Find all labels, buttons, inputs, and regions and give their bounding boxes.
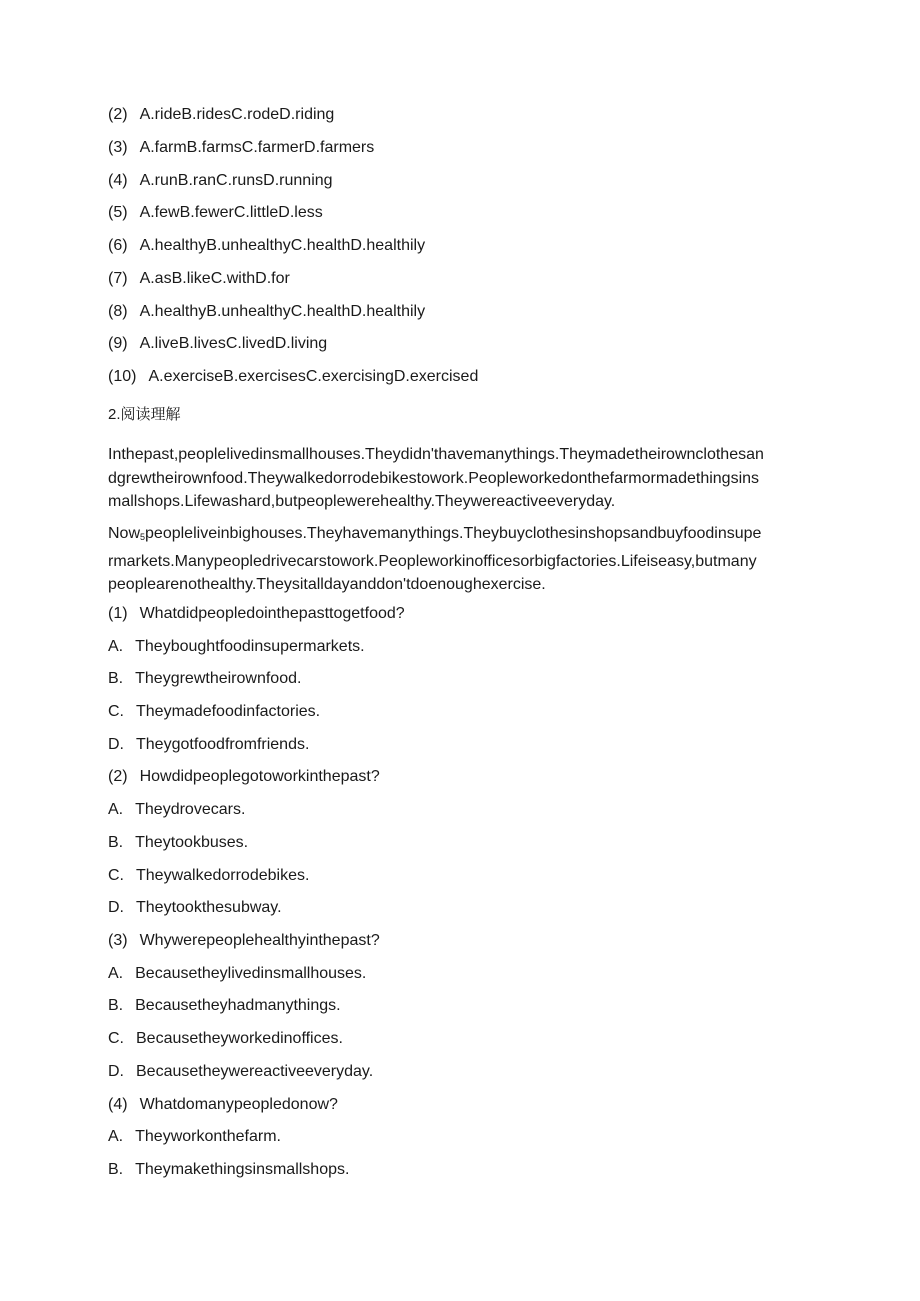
question-stem: (2) Howdidpeoplegotoworkinthepast?	[108, 768, 380, 785]
subscript-mark: 5	[140, 532, 146, 542]
passage-line: dgrewtheirownfood.Theywalkedorrodebikestowork.Peopleworkedonthefarmormadethingsins	[108, 469, 760, 487]
passage-line: peoplearenothealthy.Theysitalldayanddon'tdoenoughexercise.	[108, 576, 546, 593]
vocab-item: (5) A.fewB.fewerC.littleD.less	[108, 204, 323, 221]
answer-option: B. Theytookbuses.	[108, 834, 249, 851]
answer-option: A. Becausetheylivedinsmallhouses.	[108, 965, 367, 982]
vocab-item: (4) A.runB.ranC.runsD.running	[108, 172, 333, 189]
answer-option: C. Becausetheyworkedinoffices.	[108, 1030, 343, 1047]
answer-option: B. Becausetheyhadmanythings.	[108, 997, 341, 1014]
answer-option: A. Theydrovecars.	[108, 801, 246, 818]
question-stem: (3) Whywerepeoplehealthyinthepast?	[108, 932, 380, 949]
answer-option: D. Becausetheywereactiveeveryday.	[108, 1063, 374, 1080]
passage-line: rmarkets.Manypeopledrivecarstowork.Peopleworkinofficesorbigfactories.Lifeiseasy,butmany	[108, 552, 757, 570]
section-heading: 2.阅读理解	[108, 406, 181, 423]
answer-option: C. Theywalkedorrodebikes.	[108, 867, 310, 884]
answer-option: B. Theygrewtheirownfood.	[108, 670, 302, 687]
passage-line: mallshops.Lifewashard,butpeoplewerehealthy.Theywereactiveeveryday.	[108, 493, 616, 510]
question-stem: (1) Whatdidpeopledointhepasttogetfood?	[108, 605, 405, 622]
answer-option: A. Theyworkonthefarm.	[108, 1128, 281, 1145]
vocab-item: (7) A.asB.likeC.withD.for	[108, 270, 290, 287]
vocab-item: (3) A.farmB.farmsC.farmerD.farmers	[108, 139, 375, 156]
vocab-item: (6) A.healthyB.unhealthyC.healthD.healthily	[108, 237, 426, 254]
answer-option: D. Theytookthesubway.	[108, 899, 282, 916]
vocab-item: (9) A.liveB.livesC.livedD.living	[108, 335, 328, 352]
vocab-item: (8) A.healthyB.unhealthyC.healthD.healthily	[108, 303, 426, 320]
vocab-item: (2) A.rideB.ridesC.rodeD.riding	[108, 106, 335, 123]
answer-option: B. Theymakethingsinsmallshops.	[108, 1161, 350, 1178]
passage-line: Inthepast,peoplelivedinsmallhouses.Theydidn'thavemanythings.Theymadetheirownclothesan	[108, 446, 764, 463]
answer-option: C. Theymadefoodinfactories.	[108, 703, 321, 720]
answer-option: A. Theyboughtfoodinsupermarkets.	[108, 638, 365, 655]
answer-option: D. Theygotfoodfromfriends.	[108, 736, 310, 753]
question-stem: (4) Whatdomanypeopledonow?	[108, 1096, 338, 1113]
vocab-item: (10) A.exerciseB.exercisesC.exercisingD.exercised	[108, 368, 479, 385]
passage-paragraph-1	[108, 443, 808, 514]
passage-line: Now$_5$peopleliveinbighouses.Theyhavemanythings.Theybuyclothesinshopsandbuyfoodinsupe	[108, 525, 762, 542]
passage-paragraph-2	[108, 522, 808, 597]
